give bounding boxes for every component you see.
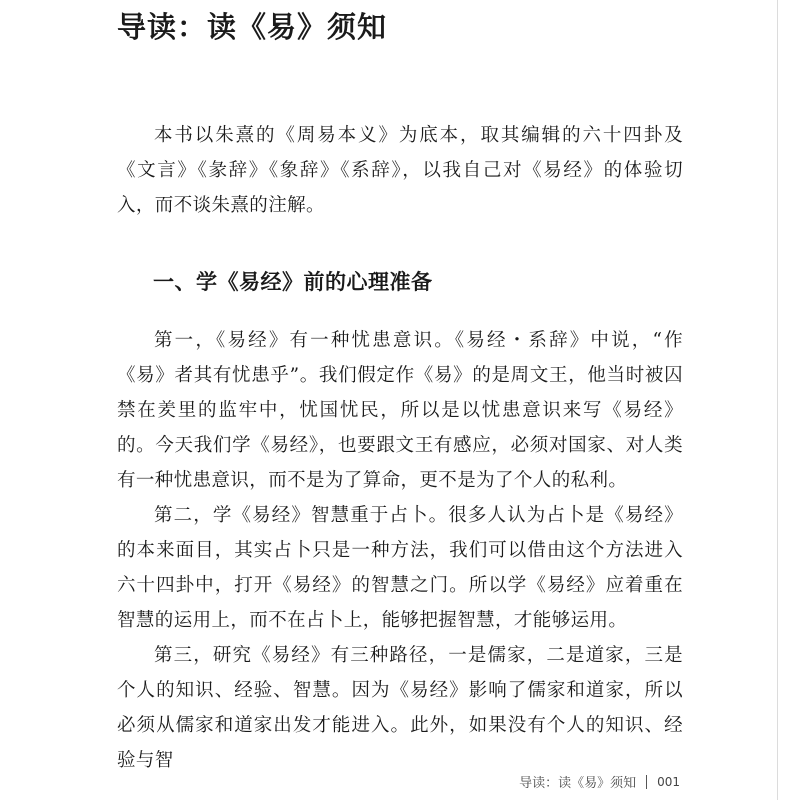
footer-separator xyxy=(646,775,647,789)
footer-running-title: 导读：读《易》须知 xyxy=(519,776,637,791)
page-footer xyxy=(519,772,680,791)
page-edge-divider xyxy=(777,0,778,800)
body-paragraph-1: 第一，《易经》有一种忧患意识。《易经・系辞》中说，“作《易》者其有忧患乎”。我们假定作《易》的是周文王，他当时被囚禁在羑里的监牢中，忧国忧民，所以是以忧患意识来写《易经》的。今天我们学《易经》，也要跟文王有感应，必须对国家、对人类有一种忧患意识，而不是为了算命，更不是为了个人的私利。 xyxy=(117,330,683,491)
intro-paragraph: 本书以朱熹的《周易本义》为底本，取其编辑的六十四卦及《文言》《彖辞》《象辞》《系辞》，以我自己对《易经》的体验切入，而不谈朱熹的注解。 xyxy=(117,125,683,216)
body-paragraph-3: 第三，研究《易经》有三种路径，一是儒家，二是道家，三是个人的知识、经验、智慧。因为《易经》影响了儒家和道家，所以必须从儒家和道家出发才能进入。此外，如果没有个人的知识、经验与智 xyxy=(117,645,683,771)
body-paragraph-2: 第二，学《易经》智慧重于占卜。很多人认为占卜是《易经》的本来面目，其实占卜只是一种方法，我们可以借由这个方法进入六十四卦中，打开《易经》的智慧之门。所以学《易经》应着重在智慧的运用上，而不在占卜上，能够把握智慧，才能够运用。 xyxy=(117,505,683,631)
page-number: 001 xyxy=(657,774,680,789)
body-block xyxy=(117,323,683,778)
page-title: 导读：读《易》须知 xyxy=(117,10,388,44)
intro-block xyxy=(117,118,683,223)
section-heading: 一、学《易经》前的心理准备 xyxy=(153,269,433,294)
